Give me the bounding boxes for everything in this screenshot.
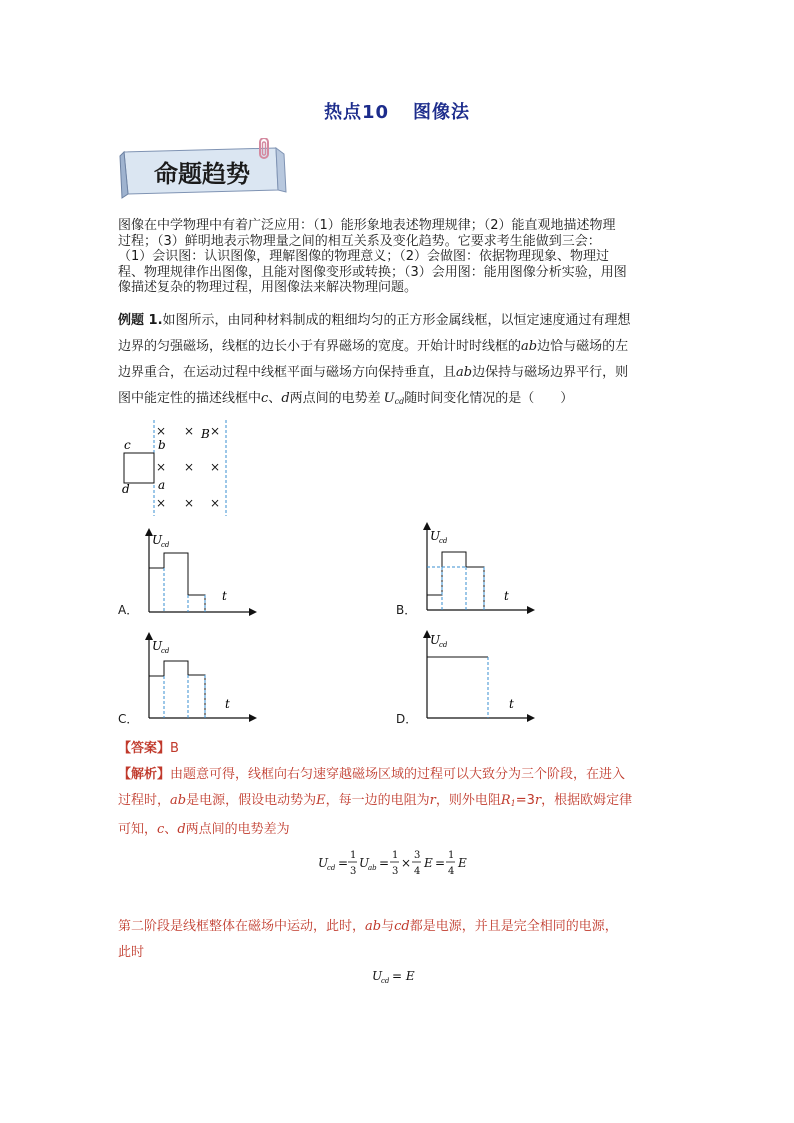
option-a-label: A． <box>118 603 139 617</box>
f-U: U <box>372 969 383 983</box>
cross-mark: × <box>210 460 221 474</box>
question-line: 图中能定性的描述线框中 <box>118 391 262 406</box>
var-c: c <box>261 391 269 406</box>
graph-line <box>427 552 484 610</box>
x-label: t <box>222 589 227 603</box>
f-Uab: U <box>359 856 370 870</box>
section-banner <box>118 138 298 200</box>
f-E: E <box>458 856 467 870</box>
var-d: d <box>281 391 290 406</box>
var-d: d <box>177 822 186 837</box>
analysis-line: 过程时， <box>118 793 171 808</box>
var-R-sub: 1 <box>510 799 516 808</box>
x-axis-arrow <box>527 606 535 614</box>
question-line: 边界的匀强磁场，线框的边长小于有界磁场的宽度。开始计时时线框的 <box>118 339 522 354</box>
y-label: U <box>430 633 441 647</box>
label-a: a <box>158 478 166 492</box>
intro-line: 过程；（3）鲜明地表示物理量之间的相互关系及变化趋势。它要求考生能做到三会： <box>118 233 601 249</box>
var-r: r <box>429 793 436 808</box>
x-axis-arrow <box>527 714 535 722</box>
x-label: t <box>504 589 509 603</box>
analysis-line: 是电源，假设电动势为 <box>186 793 317 808</box>
field-figure <box>118 418 248 518</box>
option-b-label: B． <box>396 603 417 617</box>
graph-line <box>149 661 205 718</box>
answer-value: B <box>170 741 179 756</box>
formula-ucd-stage2 <box>372 964 432 988</box>
option-c[interactable] <box>118 632 258 726</box>
analysis-line: 两点间的电势差为 <box>185 822 290 837</box>
separator: 、 <box>164 822 178 837</box>
title-topic-number: 热点10 <box>323 102 390 123</box>
f-U-sub: cd <box>327 864 336 872</box>
analysis-line: 由题意可得，线框向右匀速穿越磁场区域的过程可以大致分为三个阶段，在进入 <box>170 767 626 782</box>
square-frame <box>124 453 154 483</box>
option-b[interactable] <box>396 522 536 620</box>
analysis-label: 【解析】 <box>118 767 171 782</box>
y-label-sub: cd <box>439 641 448 649</box>
f-E: E <box>424 856 433 870</box>
var-r: r <box>534 793 542 808</box>
analysis-line: 第二阶段是线框整体在磁场中运动，此时， <box>118 919 366 934</box>
formula-ucd-stage1 <box>318 846 488 880</box>
cross-mark: × <box>184 460 195 474</box>
var-U-sub: cd <box>394 397 405 406</box>
analysis-stage2 <box>118 914 678 966</box>
label-B: B <box>201 427 210 441</box>
question-line: 两点间的电势差 <box>289 391 381 406</box>
var-R: R <box>500 793 511 808</box>
analysis-line: ，每一边的电阻为 <box>325 793 430 808</box>
y-label-sub: cd <box>161 541 170 549</box>
f-U: U <box>318 856 329 870</box>
f-eq: = <box>435 856 446 870</box>
var-ab: ab <box>521 339 538 354</box>
option-d-label: D． <box>396 712 418 726</box>
f-den: 3 <box>350 866 357 877</box>
f-eq: = <box>379 856 390 870</box>
x-label: t <box>225 697 230 711</box>
f-rhs: = E <box>392 969 415 983</box>
y-label: U <box>430 529 441 543</box>
analysis-line: 都是电源，并且是完全相同的电源， <box>409 919 618 934</box>
var-c: c <box>157 822 165 837</box>
f-den: 4 <box>414 866 421 877</box>
page-title <box>0 98 794 124</box>
label-c: c <box>124 438 131 452</box>
f-num: 1 <box>350 850 357 861</box>
question-text <box>118 308 683 415</box>
analysis-line: 与 <box>381 919 395 934</box>
x-axis-arrow <box>249 608 257 616</box>
analysis-eq: =3 <box>515 793 535 808</box>
x-axis-arrow <box>249 714 257 722</box>
answer-line <box>118 737 179 756</box>
var-ab: ab <box>456 365 473 380</box>
f-den: 3 <box>392 866 399 877</box>
analysis-line: 此时 <box>118 945 145 960</box>
cross-mark: × <box>156 424 167 438</box>
option-a[interactable] <box>118 528 258 620</box>
cross-mark: × <box>184 424 195 438</box>
cross-mark: × <box>210 496 221 510</box>
question-label: 例题 1. <box>118 313 163 328</box>
intro-line: 像描述复杂的物理过程，用图像法来解决物理问题。 <box>118 280 418 295</box>
question-line: 边恰与磁场的左 <box>537 339 629 354</box>
question-line: 随时间变化情况的是（ ） <box>404 391 574 406</box>
x-label: t <box>509 697 514 711</box>
f-num: 1 <box>448 850 455 861</box>
question-line: 边界重合，在运动过程中线框平面与磁场方向保持垂直，且 <box>118 365 457 380</box>
y-label: U <box>152 639 163 653</box>
intro-line: 程、物理规律作出图像，且能对图像变形或转换；（3）会用图：能用图像分析实验，用图 <box>118 264 627 280</box>
label-b: b <box>158 438 166 452</box>
intro-paragraph <box>118 218 678 296</box>
question-line: 边保持与磁场边界平行，则 <box>472 365 629 380</box>
cross-mark: × <box>156 496 167 510</box>
var-ab: ab <box>170 793 187 808</box>
var-cd: cd <box>394 919 410 934</box>
answer-label: 【答案】 <box>118 741 171 756</box>
option-c-label: C． <box>118 712 139 726</box>
var-U: U <box>383 391 395 406</box>
option-d[interactable] <box>396 630 536 726</box>
banner-text: 命题趋势 <box>154 160 250 188</box>
f-eq: = <box>338 856 349 870</box>
analysis-line: ，根据欧姆定律 <box>541 793 633 808</box>
cross-mark: × <box>210 424 221 438</box>
var-ab: ab <box>365 919 382 934</box>
analysis-line: 可知， <box>118 822 158 837</box>
f-times: × <box>401 856 412 870</box>
cross-mark: × <box>184 496 195 510</box>
y-label-sub: cd <box>439 537 448 545</box>
f-num: 1 <box>392 850 399 861</box>
y-label: U <box>152 533 163 547</box>
label-d: d <box>122 482 130 496</box>
intro-line: 图像在中学物理中有着广泛应用：（1）能形象地表述物理规律；（2）能直观地描述物理 <box>118 218 616 233</box>
f-U-sub: cd <box>381 977 390 985</box>
f-den: 4 <box>448 866 455 877</box>
title-topic-name: 图像法 <box>413 102 471 123</box>
var-E: E <box>316 793 326 808</box>
f-num: 3 <box>414 850 421 861</box>
analysis-line: ，则外电阻 <box>435 793 501 808</box>
analysis-paragraph <box>118 762 678 843</box>
f-Uab-sub: ab <box>368 864 377 872</box>
cross-mark: × <box>156 460 167 474</box>
intro-line: （1）会识图：认识图像，理解图像的物理意义；（2）会做图：依据物理现象、物理过 <box>118 249 610 264</box>
y-label-sub: cd <box>161 647 170 655</box>
graph-line <box>149 553 205 612</box>
question-line: 如图所示，由同种材料制成的粗细均匀的正方形金属线框，以恒定速度通过有理想 <box>162 313 631 328</box>
separator: 、 <box>268 391 282 406</box>
